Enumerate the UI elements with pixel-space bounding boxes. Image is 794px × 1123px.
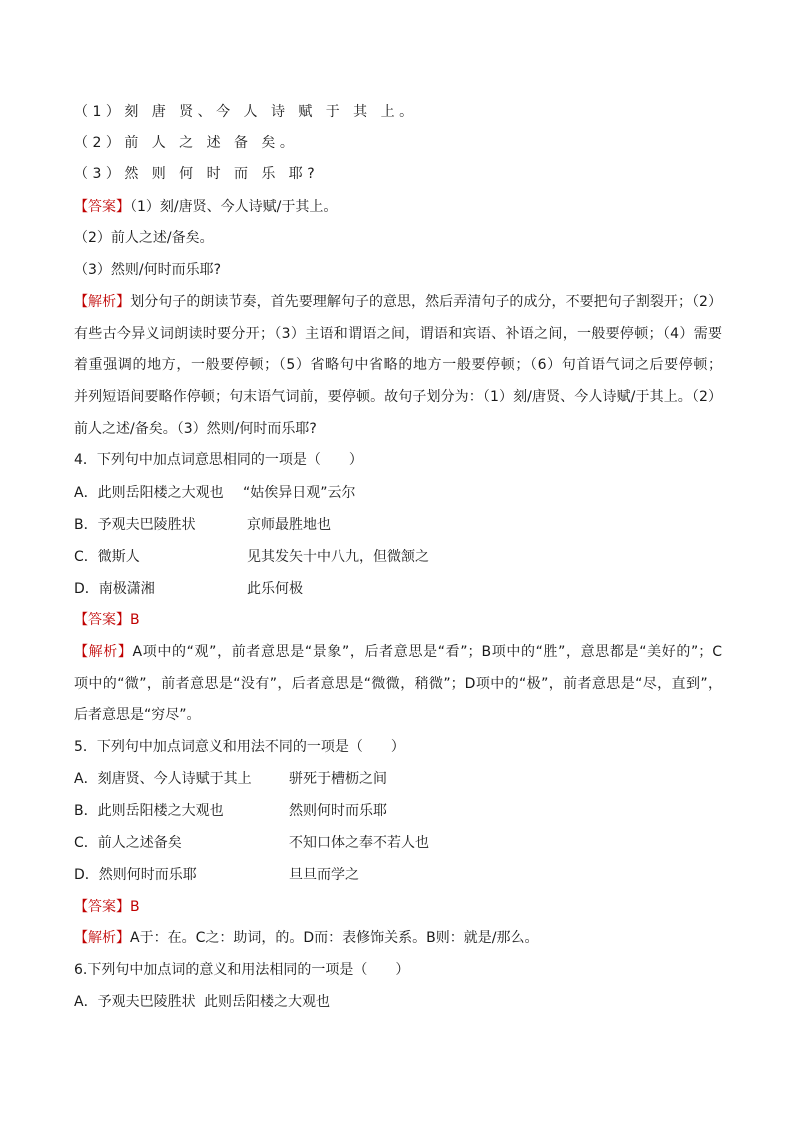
- q4-option-a: A．此则岳阳楼之大观也: [74, 485, 224, 501]
- analysis-text: A项中的“观”，前者意思是“景象”，后者意思是“看”；B项中的“胜”，意思都是“美好的”；C: [132, 644, 723, 660]
- answer-tag: 【答案】: [74, 612, 130, 628]
- q4-option-a-pair: “姑俟异日观”云尔: [243, 485, 356, 501]
- q5-option-c-pair: 不知口体之奉不若人也: [289, 835, 429, 851]
- q5-stem: 5．下列句中加点词意义和用法不同的一项是（ ）: [74, 739, 405, 755]
- q4-option-b-pair: 京师最胜地也: [247, 517, 331, 533]
- q4-option-c: C．微斯人: [74, 549, 140, 565]
- q5-option-c: C．前人之述备矣: [74, 835, 182, 851]
- answer-value: B: [130, 612, 140, 628]
- q3-answer-line-1: [74, 198, 337, 216]
- answer-tag: 【答案】: [74, 899, 130, 915]
- q3-analysis-line-1: [74, 293, 722, 311]
- q4-analysis-line-1: [74, 643, 722, 661]
- q6-option-a: A．予观夫巴陵胜状: [74, 994, 196, 1010]
- q3-sentence-1: （1）刻 唐 贤、今 人 诗 赋 于 其 上。: [74, 104, 418, 120]
- q4-stem: 4．下列句中加点词意思相同的一项是（ ）: [74, 452, 363, 468]
- q5-answer: [74, 898, 140, 916]
- q5-option-d-pair: 旦旦而学之: [289, 867, 359, 883]
- q3-analysis-line-2: 有些古今异义词朗读时要分开；（3）主语和谓语之间，谓语和宾语、补语之间，一般要停顿；（4）需要: [74, 326, 722, 342]
- q3-answer-line-2: （2）前人之述/备矣。: [74, 230, 214, 246]
- q4-answer: [74, 611, 140, 629]
- q5-analysis: [74, 929, 538, 947]
- q5-option-d: D．然则何时而乐耶: [74, 867, 197, 883]
- q5-option-b-pair: 然则何时而乐耶: [289, 803, 387, 819]
- analysis-text: 划分句子的朗读节奏，首先要理解句子的意思，然后弄清句子的成分，不要把句子割裂开；（2）: [130, 294, 723, 310]
- q4-option-c-pair: 见其发矢十中八九，但微颔之: [247, 549, 429, 565]
- answer-value: B: [130, 899, 140, 915]
- analysis-tag: 【解析】: [74, 930, 130, 946]
- q3-sentence-3: （3）然 则 何 时 而 乐 耶?: [74, 166, 320, 182]
- q6-stem: 6.下列句中加点词的意义和用法相同的一项是（ ）: [74, 962, 410, 978]
- q6-option-a-pair: 此则岳阳楼之大观也: [204, 994, 330, 1010]
- q3-analysis-line-3: 着重强调的地方，一般要停顿；（5）省略句中省略的地方一般要停顿；（6）句首语气词之后要停顿；: [74, 357, 722, 373]
- q3-sentence-2: （2）前 人 之 述 备 矣。: [74, 135, 299, 151]
- q4-option-b: B．予观夫巴陵胜状: [74, 517, 196, 533]
- q4-option-d: D．南极潇湘: [74, 581, 155, 597]
- analysis-tag: 【解析】: [74, 294, 131, 310]
- q3-analysis-line-4: 并列短语间要略作停顿；句末语气词前，要停顿。故句子划分为：（1）刻/唐贤、今人诗赋/于其上。（2）: [74, 389, 722, 405]
- answer-tag: 【答案】: [74, 199, 130, 215]
- q5-option-b: B．此则岳阳楼之大观也: [74, 803, 224, 819]
- q5-option-a: A．刻唐贤、今人诗赋于其上: [74, 771, 252, 787]
- answer-text: （1）刻/唐贤、今人诗赋/于其上。: [130, 199, 338, 215]
- analysis-tag: 【解析】: [74, 644, 133, 660]
- q4-analysis-line-2: 项中的“微”，前者意思是“没有”，后者意思是“微微，稍微”；D项中的“极”，前者意思是“尽，直到”，: [74, 676, 722, 692]
- analysis-text: A于：在。C之：助词，的。D而：表修饰关系。B则：就是/那么。: [130, 930, 539, 946]
- q5-option-a-pair: 骈死于槽枥之间: [289, 771, 387, 787]
- q4-analysis-line-3: 后者意思是“穷尽”。: [74, 707, 201, 723]
- q3-analysis-line-5: 前人之述/备矣。（3）然则/何时而乐耶?: [74, 421, 317, 437]
- q3-answer-line-3: （3）然则/何时而乐耶?: [74, 262, 222, 278]
- q4-option-d-pair: 此乐何极: [247, 581, 303, 597]
